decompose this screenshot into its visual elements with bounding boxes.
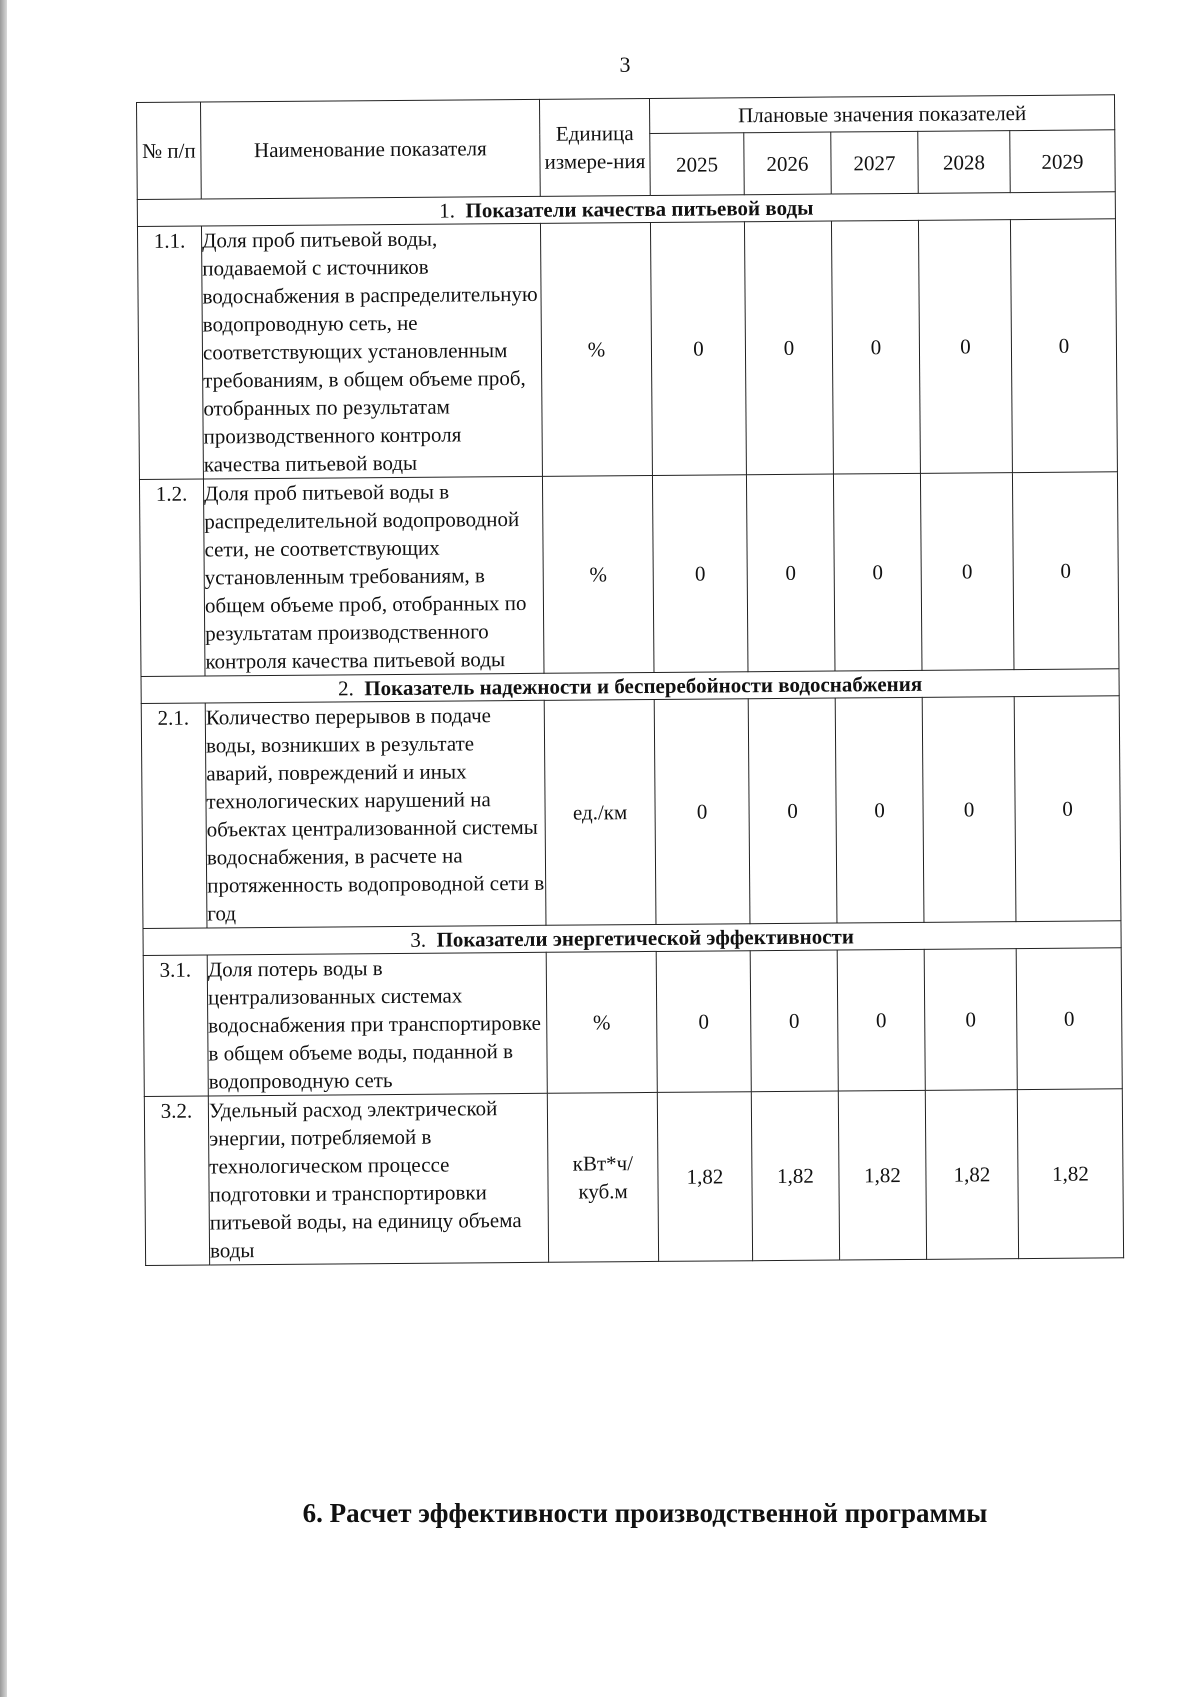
- plan-value: 0: [748, 698, 837, 924]
- plan-value: 0: [1016, 948, 1122, 1090]
- scan-edge: [0, 0, 7, 1697]
- table-row: [141, 696, 1121, 929]
- plan-value: 0: [831, 220, 920, 474]
- plan-value: 0: [652, 475, 748, 673]
- section-number: 2.: [337, 676, 354, 701]
- plan-value: 1,82: [838, 1090, 926, 1260]
- plan-value: 0: [746, 474, 835, 672]
- plan-value: 0: [920, 473, 1014, 671]
- indicator-name: Доля проб питьевой воды, подаваемой с источников водоснабжения в распределительную водопроводную сеть, не соответствующих установленным требованиям, в общем объеме проб, отобранных по результатам производственного контроля качества питьевой воды: [201, 223, 542, 479]
- section-number: 1.: [439, 198, 456, 223]
- row-number: 3.2.: [144, 1096, 209, 1265]
- col-header-num: № п/п: [137, 102, 202, 199]
- col-header-unit: Единица измере-ния: [539, 98, 650, 196]
- plan-value: 0: [1014, 696, 1121, 922]
- section-heading-efficiency: 6. Расчет эффективности производственной программы: [302, 1498, 988, 1528]
- section-title: Показатели энергетической эффективности: [436, 924, 854, 952]
- plan-value: 0: [1012, 472, 1119, 670]
- plan-value: 0: [1010, 219, 1117, 473]
- table-row: [143, 948, 1122, 1097]
- plan-value: 1,82: [1017, 1089, 1123, 1259]
- row-number: 1.2.: [139, 479, 205, 676]
- plan-value: 0: [837, 949, 925, 1091]
- col-header-year: 2027: [831, 131, 918, 194]
- section-number: 3.: [410, 927, 427, 952]
- table-row: [137, 219, 1117, 480]
- indicator-unit: %: [542, 475, 654, 673]
- page-number: 3: [619, 52, 631, 77]
- section-title: Показатель надежности и бесперебойности водоснабжения: [364, 671, 923, 701]
- section-title: Показатели качества питьевой воды: [465, 195, 814, 223]
- indicator-name: Удельный расход электрической энергии, потребляемой в технологическом процессе подготовки и транспортировки питьевой воды, на единицу объема воды: [208, 1093, 548, 1265]
- indicator-name: Доля потерь воды в централизованных системах водоснабжения при транспортировке в общем объеме воды, поданной в водопроводную сеть: [207, 952, 547, 1096]
- plan-value: 0: [922, 697, 1016, 923]
- plan-value: 0: [654, 699, 750, 925]
- indicator-unit: ед./км: [544, 699, 656, 925]
- indicator-name: Количество перерывов в подаче воды, возникших в результате аварий, повреждений и иных технологических нарушений на объектах централизованной системы водоснабжения, в расчете на протяженность водопроводной сети в год: [205, 700, 546, 928]
- indicators-table: [136, 94, 1124, 1266]
- col-header-plan-values: Плановые значения показателей: [649, 95, 1114, 134]
- plan-value: 1,82: [751, 1091, 839, 1261]
- plan-value: 1,82: [925, 1090, 1018, 1260]
- plan-value: 0: [650, 222, 746, 476]
- table-row: [139, 472, 1119, 677]
- plan-value: 0: [656, 951, 751, 1093]
- col-header-year: 2026: [744, 132, 831, 195]
- col-header-name: Наименование показателя: [201, 99, 541, 199]
- indicator-name: Доля проб питьевой воды в распределительной водопроводной сети, не соответствующих установленным требованиям, в общем объеме проб, отобранных по результатам производственного контроля качества питьевой воды: [203, 476, 544, 676]
- row-number: 1.1.: [137, 226, 203, 479]
- col-header-year: 2025: [650, 133, 744, 196]
- col-header-year: 2028: [918, 131, 1010, 194]
- plan-value: 0: [744, 221, 833, 475]
- indicator-unit: кВт*ч/ куб.м: [547, 1092, 658, 1262]
- plan-value: 1,82: [657, 1092, 752, 1262]
- indicator-unit: %: [546, 951, 657, 1093]
- indicator-unit: %: [540, 222, 652, 476]
- row-number: 2.1.: [141, 703, 207, 928]
- plan-value: 0: [833, 473, 922, 671]
- plan-value: 0: [750, 950, 838, 1092]
- plan-value: 0: [924, 949, 1017, 1091]
- plan-value: 0: [918, 220, 1012, 474]
- table-row: [144, 1089, 1123, 1266]
- col-header-year: 2029: [1010, 130, 1115, 193]
- plan-value: 0: [835, 697, 924, 923]
- row-number: 3.1.: [143, 955, 208, 1096]
